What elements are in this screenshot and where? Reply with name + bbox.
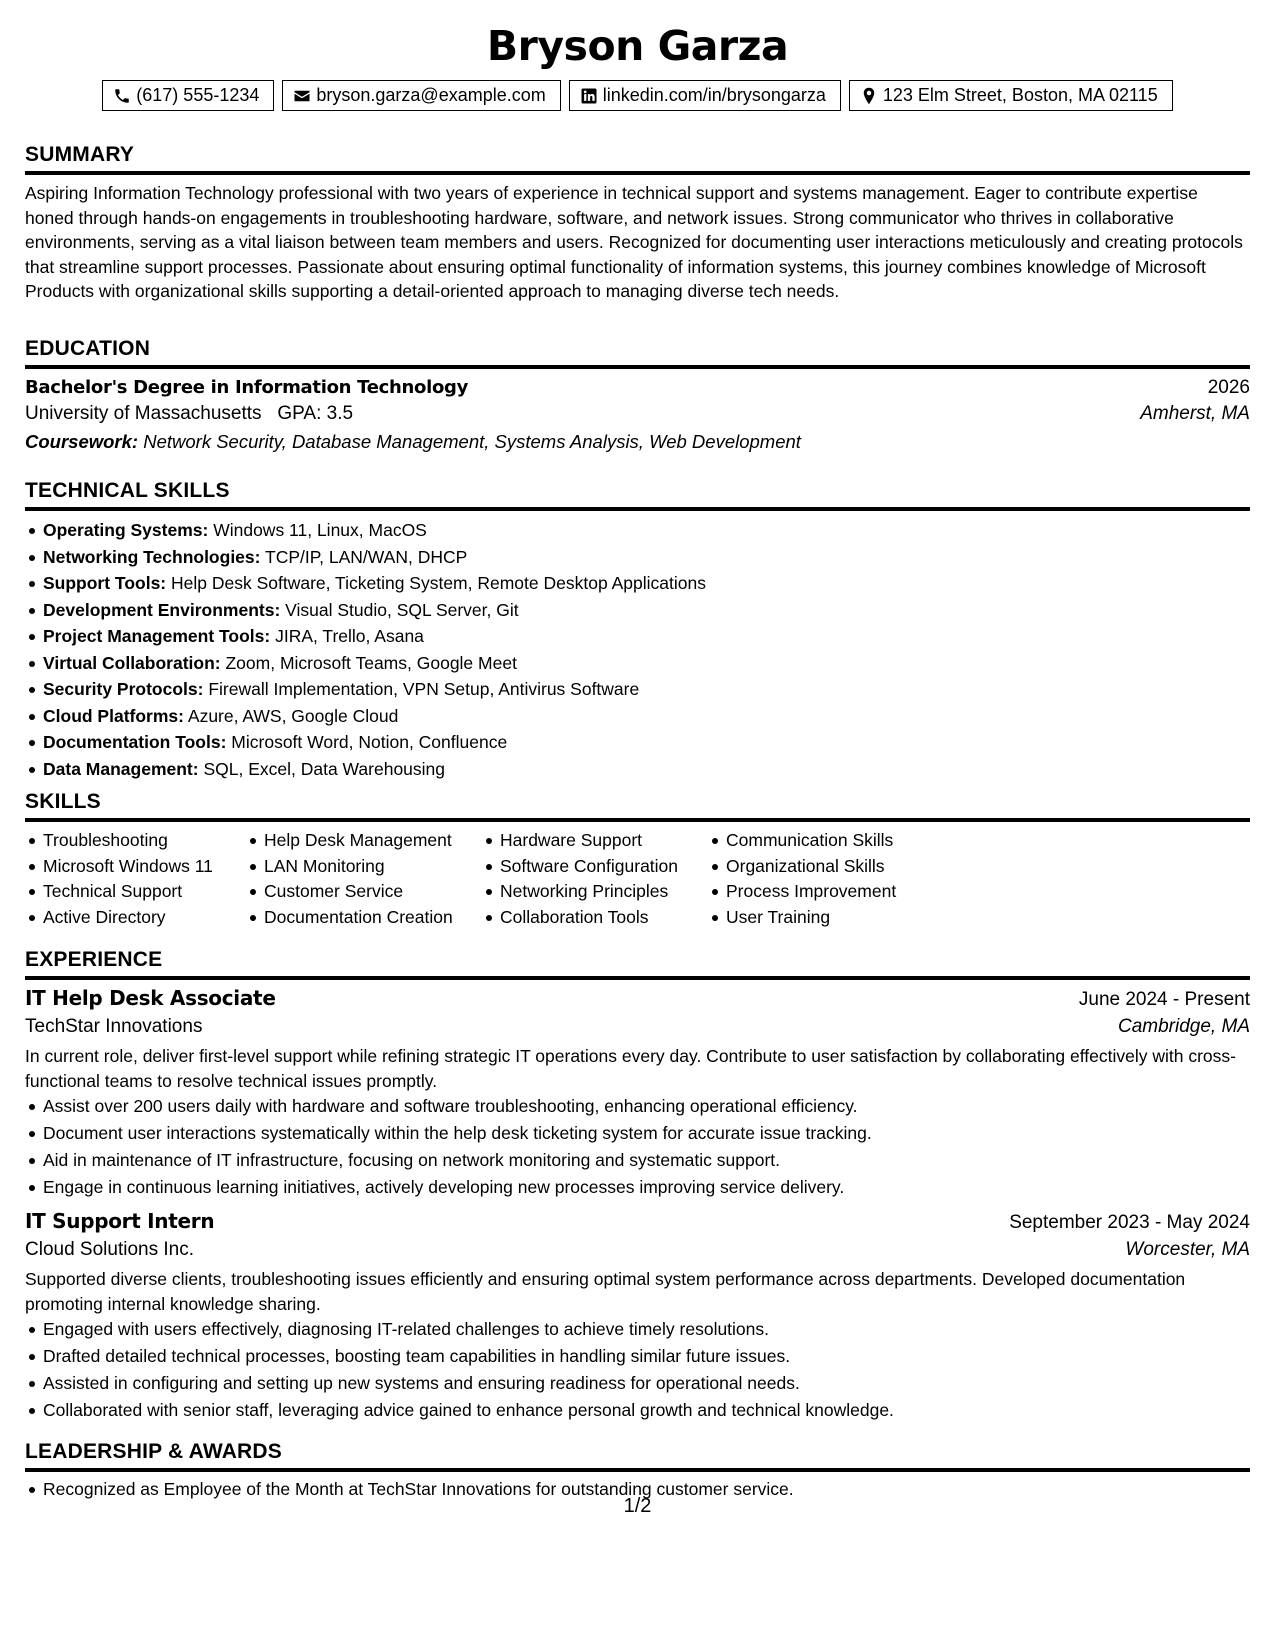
skills-grid: [25, 828, 1250, 930]
envelope-icon: [293, 87, 311, 105]
list-item: Drafted detailed technical processes, boosting team capabilities in handling similar future issues.: [25, 1343, 1250, 1370]
list-item: Recognized as Employee of the Month at TechStar Innovations for outstanding customer service.: [25, 1476, 1250, 1503]
school-info: [25, 403, 353, 425]
job-company-row: [25, 1239, 1250, 1261]
list-item: Documentation Tools: Microsoft Word, Notion, Confluence: [25, 729, 1250, 756]
coursework-label: Coursework:: [25, 431, 139, 452]
contact-linkedin[interactable]: [569, 80, 841, 111]
job-bullets: [25, 1316, 1250, 1424]
company-name: Cloud Solutions Inc.: [25, 1239, 194, 1260]
job-entry: [25, 986, 1250, 1201]
phone-icon: [113, 87, 131, 105]
list-item: Troubleshooting: [25, 828, 246, 854]
list-item: Assist over 200 users daily with hardware and software troubleshooting, enhancing operational efficiency.: [25, 1093, 1250, 1120]
list-item: Collaboration Tools: [482, 905, 708, 931]
section-heading: TECHNICAL SKILLS: [25, 479, 1250, 511]
list-item: Virtual Collaboration: Zoom, Microsoft Teams, Google Meet: [25, 650, 1250, 677]
list-item: Operating Systems: Windows 11, Linux, MacOS: [25, 517, 1250, 544]
job-header: [25, 986, 1250, 1011]
gpa: GPA: 3.5: [277, 403, 354, 424]
list-item: User Training: [708, 905, 948, 931]
list-item: Software Configuration: [482, 854, 708, 880]
resume-page: [25, 0, 1250, 1650]
summary-section: [25, 143, 1250, 304]
contact-bar: [25, 80, 1250, 111]
job-location: Cambridge, MA: [1118, 1016, 1250, 1037]
company-name: TechStar Innovations: [25, 1016, 203, 1037]
section-heading: EXPERIENCE: [25, 948, 1250, 980]
school-location: Amherst, MA: [1140, 403, 1250, 424]
section-heading: LEADERSHIP & AWARDS: [25, 1440, 1250, 1472]
skills-column: [246, 828, 482, 930]
section-heading: EDUCATION: [25, 337, 1250, 369]
list-item: Organizational Skills: [708, 854, 948, 880]
list-item: Hardware Support: [482, 828, 708, 854]
skills-section: [25, 790, 1250, 930]
list-item: Active Directory: [25, 905, 246, 931]
section-heading: SUMMARY: [25, 143, 1250, 175]
list-item: Development Environments: Visual Studio, SQL Server, Git: [25, 597, 1250, 624]
job-entry: [25, 1209, 1250, 1424]
job-dates: June 2024 - Present: [1078, 989, 1250, 1010]
school-name: University of Massachusetts: [25, 403, 262, 424]
list-item: Collaborated with senior staff, leveraging advice gained to enhance personal growth and technical knowledge.: [25, 1397, 1250, 1424]
linkedin-text: linkedin.com/in/brysongarza: [602, 85, 826, 105]
job-summary: In current role, deliver first-level support while refining strategic IT operations every day. Contribute to user satisfaction by collaborating effectively with cross-functional teams to resolve technical issues promptly.: [25, 1046, 1236, 1091]
linkedin-icon: [580, 87, 598, 105]
job-header: [25, 1209, 1250, 1234]
list-item: Engage in continuous learning initiatives, actively developing new processes improving service delivery.: [25, 1174, 1250, 1201]
candidate-name: Bryson Garza: [486, 22, 789, 70]
list-item: Engaged with users effectively, diagnosing IT-related challenges to achieve timely resolutions.: [25, 1316, 1250, 1343]
contact-phone[interactable]: [102, 80, 274, 111]
education-section: [25, 337, 1250, 453]
skills-column: [25, 828, 246, 930]
list-item: Technical Support: [25, 879, 246, 905]
graduation-year: 2026: [1207, 377, 1250, 398]
coursework-line: [25, 431, 1250, 453]
skills-column: [482, 828, 708, 930]
list-item: Document user interactions systematically within the help desk ticketing system for accurate issue tracking.: [25, 1120, 1250, 1147]
list-item: Help Desk Management: [246, 828, 482, 854]
education-school-row: [25, 403, 1250, 425]
list-item: Customer Service: [246, 879, 482, 905]
section-heading: SKILLS: [25, 790, 1250, 822]
list-item: Aid in maintenance of IT infrastructure, focusing on network monitoring and systematic support.: [25, 1147, 1250, 1174]
list-item: Assisted in configuring and setting up new systems and ensuring readiness for operational needs.: [25, 1370, 1250, 1397]
degree-name: Bachelor's Degree in Information Technology: [25, 377, 469, 398]
list-item: Cloud Platforms: Azure, AWS, Google Cloud: [25, 703, 1250, 730]
leadership-section: [25, 1440, 1250, 1503]
list-item: Project Management Tools: JIRA, Trello, Asana: [25, 623, 1250, 650]
technical-skills-list: [25, 517, 1250, 782]
job-bullets: [25, 1093, 1250, 1201]
coursework-list: Network Security, Database Management, Systems Analysis, Web Development: [143, 431, 801, 452]
email-text: bryson.garza@example.com: [316, 85, 546, 105]
skills-column: [708, 828, 948, 930]
list-item: Documentation Creation: [246, 905, 482, 931]
page-number: 1/2: [623, 1495, 652, 1517]
job-company-row: [25, 1016, 1250, 1038]
list-item: Microsoft Windows 11: [25, 854, 246, 880]
list-item: Security Protocols: Firewall Implementation, VPN Setup, Antivirus Software: [25, 676, 1250, 703]
job-dates: September 2023 - May 2024: [1009, 1212, 1250, 1233]
job-location: Worcester, MA: [1125, 1239, 1250, 1260]
address-text: 123 Elm Street, Boston, MA 02115: [882, 85, 1158, 105]
contact-address[interactable]: [849, 80, 1173, 111]
education-degree-row: [25, 377, 1250, 399]
job-title: IT Help Desk Associate: [25, 986, 276, 1010]
experience-section: [25, 948, 1250, 1424]
list-item: Support Tools: Help Desk Software, Ticketing System, Remote Desktop Applications: [25, 570, 1250, 597]
contact-email[interactable]: [282, 80, 560, 111]
technical-skills-section: [25, 479, 1250, 782]
map-marker-icon: [860, 87, 878, 105]
list-item: Networking Technologies: TCP/IP, LAN/WAN, DHCP: [25, 544, 1250, 571]
list-item: Networking Principles: [482, 879, 708, 905]
list-item: Communication Skills: [708, 828, 948, 854]
list-item: Process Improvement: [708, 879, 948, 905]
job-summary: Supported diverse clients, troubleshooting issues efficiently and ensuring optimal system performance across departments. Developed documentation promoting internal knowledge sharing.: [25, 1269, 1186, 1314]
list-item: Data Management: SQL, Excel, Data Warehousing: [25, 756, 1250, 783]
job-title: IT Support Intern: [25, 1209, 215, 1233]
phone-text: (617) 555-1234: [136, 85, 260, 105]
summary-text: Aspiring Information Technology professional with two years of experience in technical support and systems management. Eager to contribute expertise honed through hands-on engagements in troubleshooting hardware, software, and network issues. Strong communicator who thrives in collaborative environments, serving as a vital liaison between team members and users. Recognized for documenting user interactions meticulously and creating protocols that streamline support processes. Passionate about ensuring optimal functionality of information systems, this journey combines knowledge of Microsoft Products with organizational skills supporting a detail-oriented approach to managing diverse tech needs.: [25, 183, 1243, 301]
list-item: LAN Monitoring: [246, 854, 482, 880]
